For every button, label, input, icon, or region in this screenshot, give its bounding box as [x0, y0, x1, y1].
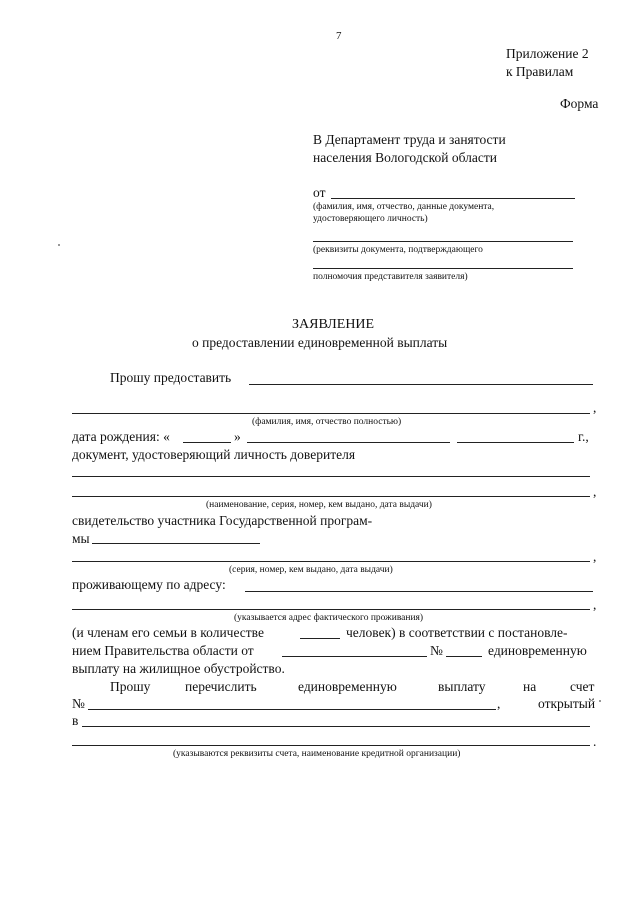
year-suffix: г., — [578, 429, 589, 444]
comma: , — [593, 549, 597, 564]
rules-label: к Правилам — [506, 64, 574, 79]
birth-close-quote: » — [234, 429, 241, 444]
decree-date-field[interactable] — [282, 656, 427, 657]
transfer-word: перечислить — [185, 679, 257, 694]
transfer-word: счет — [570, 679, 595, 694]
bank-field-line-1[interactable] — [82, 726, 590, 727]
comma: , — [593, 400, 597, 415]
certificate-hint: (серия, номер, кем выдано, дата выдачи) — [229, 565, 393, 575]
bank-field-line-2[interactable] — [72, 745, 590, 746]
comma: , — [497, 696, 501, 711]
scan-speck — [599, 700, 601, 702]
address-field-line-1[interactable] — [245, 591, 593, 592]
decree-number-sign: № — [430, 643, 443, 658]
scan-speck — [58, 244, 60, 246]
decree-number-field[interactable] — [446, 656, 482, 657]
certificate-label-2: мы — [72, 531, 90, 546]
comma: , — [593, 484, 597, 499]
birth-month-field[interactable] — [247, 442, 450, 443]
address-field-line-2[interactable] — [72, 609, 590, 610]
from-hint-1: (фамилия, имя, отчество, данные документа, — [313, 202, 495, 212]
id-doc-field-line-1[interactable] — [72, 476, 590, 477]
fio-hint: (фамилия, имя, отчество полностью) — [252, 417, 402, 427]
account-number-sign: № — [72, 696, 85, 711]
request-label: Прошу предоставить — [110, 370, 232, 385]
addressee-line-1: В Департамент труда и занятости — [313, 132, 506, 147]
appendix-label: Приложение 2 — [506, 46, 589, 61]
family-text-1b: человек) в соответствии с постановле- — [346, 625, 568, 640]
transfer-word: единовременную — [298, 679, 397, 694]
rep-hint-2: полномочия представителя заявителя) — [313, 272, 468, 282]
bank-hint: (указываются реквизиты счета, наименование кредитной организации) — [173, 749, 461, 759]
certificate-field[interactable] — [92, 543, 260, 544]
family-text-2a: нием Правительства области от — [72, 643, 254, 658]
birth-date-label: дата рождения: « — [72, 429, 170, 444]
id-doc-hint: (наименование, серия, номер, кем выдано, дата выдачи) — [206, 500, 432, 510]
representative-field-line-1[interactable] — [313, 241, 573, 242]
transfer-word: Прошу — [110, 679, 151, 694]
form-label: Форма — [560, 96, 599, 111]
address-label: проживающему по адресу: — [72, 577, 226, 592]
bank-in-label: в — [72, 713, 79, 728]
representative-field-line-2[interactable] — [313, 268, 573, 269]
certificate-label-1: свидетельство участника Государственной програм- — [72, 513, 373, 528]
from-field-line[interactable] — [331, 198, 575, 199]
family-text-1a: (и членам его семьи в количестве — [72, 625, 264, 640]
transfer-word: на — [523, 679, 537, 694]
id-doc-label: документ, удостоверяющий личность доверителя — [72, 447, 356, 462]
period: . — [593, 734, 597, 749]
transfer-word: выплату — [438, 679, 486, 694]
document-title: ЗАЯВЛЕНИЕ — [292, 317, 375, 332]
comma: , — [593, 597, 597, 612]
birth-year-field[interactable] — [457, 442, 574, 443]
page-number: 7 — [336, 30, 342, 42]
family-text-3: выплату на жилищное обустройство. — [72, 661, 285, 676]
id-doc-field-line-2[interactable] — [72, 496, 590, 497]
family-text-2c: единовременную — [488, 643, 587, 658]
request-field-line[interactable] — [249, 384, 593, 385]
account-number-field[interactable] — [88, 709, 496, 710]
fio-field-line[interactable] — [72, 413, 590, 414]
document-subtitle: о предоставлении единовременной выплаты — [192, 335, 448, 350]
opened-label: открытый — [538, 696, 596, 711]
certificate-field-line-2[interactable] — [72, 561, 590, 562]
from-hint-2: удостоверяющего личность) — [313, 214, 428, 224]
family-count-field[interactable] — [300, 638, 340, 639]
addressee-line-2: населения Вологодской области — [313, 150, 497, 165]
address-hint: (указывается адрес фактического проживания) — [234, 613, 424, 623]
rep-hint-1: (реквизиты документа, подтверждающего — [313, 245, 483, 255]
birth-day-field[interactable] — [183, 442, 231, 443]
from-label: от — [313, 185, 326, 200]
